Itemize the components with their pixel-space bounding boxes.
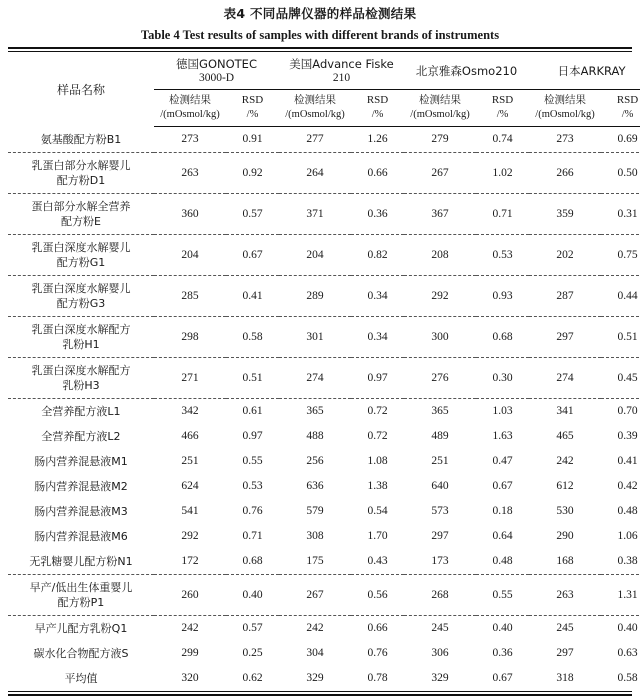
header-rsd-4 [601,90,640,127]
cell-result-value: 175 [279,549,351,575]
cell-sample-name [8,424,154,449]
brand-gonotec-line1: 德国GONOTEC [176,57,257,71]
cell-result-value: 276 [404,358,476,399]
header-result-label-4: 检测结果 [544,94,587,106]
cell-rsd-value: 0.41 [226,276,279,317]
header-rsd-label-1: RSD [241,94,264,106]
cell-sample-name [8,666,154,691]
cell-sample-name [8,358,154,399]
cell-result-value: 245 [556,622,574,634]
header-brand-arkray [529,52,640,90]
cell-rsd-value: 0.62 [242,672,263,684]
cell-rsd-value: 0.40 [492,622,513,634]
cell-rsd-value: 0.67 [492,480,513,492]
cell-rsd-value: 0.45 [601,358,640,399]
cell-rsd-value: 0.75 [601,235,640,276]
sample-name-line: 无乳糖婴儿配方粉N1 [29,555,133,568]
cell-result-value: 297 [431,530,449,542]
cell-result-value: 277 [279,127,351,153]
cell-result-value: 173 [404,549,476,575]
cell-rsd-value: 0.70 [617,405,638,417]
cell-rsd-value: 0.82 [351,235,404,276]
cell-result-value: 274 [529,358,601,399]
cell-result-value: 636 [306,480,324,492]
header-rsd-unit-1: /% [246,108,259,120]
header-rsd-3 [476,90,529,127]
cell-result-value: 292 [181,530,199,542]
sample-name-line: 早产/低出生体重婴儿 [29,581,133,594]
cell-rsd-value: 0.56 [351,575,404,616]
brand-arkray-line1: 日本ARKRAY [557,64,626,78]
header-result-unit-4: /(mOsmol/kg) [535,108,595,120]
sample-name-line: 乳蛋白深度水解配方 [31,323,131,336]
cell-result-value: 341 [556,405,574,417]
sample-name-line: 全营养配方液L2 [41,430,121,443]
brand-fiske-line1: 美国Advance Fiske [289,57,394,71]
table-row [8,317,640,358]
cell-result-value: 624 [181,480,199,492]
cell-result-value: 579 [306,505,324,517]
sample-name-line: 乳粉H1 [62,338,100,351]
cell-rsd-value: 0.97 [351,358,404,399]
cell-result-value: 367 [404,194,476,235]
cell-rsd-value: 0.50 [601,153,640,194]
cell-rsd-value: 0.44 [601,276,640,317]
header-rsd-label-4: RSD [616,94,639,106]
table-top-rule-thick [8,47,632,49]
table-row [8,153,640,194]
cell-result-value: 242 [181,622,199,634]
header-rsd-label-3: RSD [491,94,514,106]
cell-result-value: 318 [556,672,574,684]
cell-rsd-value: 0.57 [242,622,263,634]
cell-result-value: 256 [306,455,324,467]
table-row [8,194,640,235]
cell-rsd-value: 0.48 [617,505,638,517]
cell-result-value: 329 [306,672,324,684]
cell-rsd-value: 0.42 [617,480,638,492]
cell-rsd-value: 1.31 [601,575,640,616]
cell-sample-name [8,549,154,575]
cell-rsd-value: 0.51 [226,358,279,399]
cell-result-value: 251 [431,455,449,467]
results-table [8,52,640,691]
header-rsd-1 [226,90,279,127]
cell-sample-name [8,399,154,425]
table-row [8,399,640,425]
brand-gonotec-line2: 3000-D [198,72,235,84]
cell-result-value: 260 [154,575,226,616]
cell-sample-name [8,575,154,616]
table-row [8,666,640,691]
cell-result-value: 297 [556,647,574,659]
cell-rsd-value: 0.51 [601,317,640,358]
cell-rsd-value: 0.72 [367,405,388,417]
table-row [8,616,640,642]
sample-name-line: 乳蛋白深度水解婴儿 [31,241,131,254]
cell-rsd-value: 0.92 [226,153,279,194]
sample-name-line: 肠内营养混悬液M6 [34,530,128,543]
sample-name-line: 配方粉G3 [56,297,106,310]
sample-name-line: 配方粉D1 [56,174,106,187]
sample-name-line: 早产儿配方乳粉Q1 [34,622,128,635]
cell-result-value: 612 [556,480,574,492]
cell-result-value: 245 [431,622,449,634]
cell-result-value: 273 [154,127,226,153]
cell-sample-name [8,499,154,524]
cell-result-value: 273 [529,127,601,153]
cell-rsd-value: 1.26 [351,127,404,153]
cell-result-value: 301 [279,317,351,358]
cell-result-value: 242 [306,622,324,634]
cell-result-value: 300 [404,317,476,358]
cell-rsd-value: 0.30 [476,358,529,399]
cell-rsd-value: 0.68 [476,317,529,358]
cell-rsd-value: 0.53 [476,235,529,276]
cell-rsd-value: 0.34 [351,276,404,317]
cell-result-value: 267 [279,575,351,616]
cell-result-value: 251 [181,455,199,467]
cell-rsd-value: 0.72 [367,430,388,442]
cell-result-value: 285 [154,276,226,317]
cell-result-value: 299 [181,647,199,659]
cell-rsd-value: 0.71 [242,530,263,542]
cell-rsd-value: 0.53 [242,480,263,492]
cell-result-value: 530 [556,505,574,517]
sample-name-line: 肠内营养混悬液M3 [34,505,128,518]
table-row [8,524,640,549]
table-bottom-rule-thin [8,691,632,692]
table-caption-english: Table 4 Test results of samples with different brands of instruments [140,28,500,42]
header-brand-osmo210 [404,52,529,90]
header-result-label-2: 检测结果 [294,94,337,106]
header-rsd-2 [351,90,404,127]
cell-rsd-value: 0.34 [351,317,404,358]
cell-result-value: 266 [529,153,601,194]
cell-rsd-value: 1.08 [367,455,388,467]
header-result-2 [279,90,351,127]
table-row [8,235,640,276]
cell-rsd-value: 0.69 [601,127,640,153]
cell-rsd-value: 0.36 [492,647,513,659]
cell-result-value: 488 [306,430,324,442]
cell-result-value: 172 [154,549,226,575]
cell-rsd-value: 0.54 [367,505,388,517]
cell-rsd-value: 0.48 [476,549,529,575]
cell-result-value: 365 [306,405,324,417]
table-header [8,52,640,127]
header-result-unit-2: /(mOsmol/kg) [285,108,345,120]
sample-name-line: 碳水化合物配方液S [33,647,129,660]
cell-rsd-value: 0.78 [367,672,388,684]
header-result-3 [404,90,476,127]
cell-result-value: 371 [279,194,351,235]
cell-result-value: 573 [431,505,449,517]
sample-name-line: 氨基酸配方粉B1 [40,132,122,146]
cell-result-value: 274 [279,358,351,399]
cell-rsd-value: 0.41 [617,455,638,467]
cell-rsd-value: 0.67 [226,235,279,276]
cell-result-value: 465 [556,430,574,442]
header-rsd-unit-2: /% [371,108,384,120]
brand-fiske-line2: 210 [332,72,351,84]
cell-rsd-value: 0.55 [476,575,529,616]
cell-rsd-value: 0.61 [242,405,263,417]
cell-result-value: 640 [431,480,449,492]
cell-result-value: 263 [529,575,601,616]
header-rsd-label-2: RSD [366,94,389,106]
cell-result-value: 268 [404,575,476,616]
cell-rsd-value: 0.39 [617,430,638,442]
cell-sample-name [8,153,154,194]
cell-result-value: 360 [154,194,226,235]
cell-sample-name [8,474,154,499]
sample-name-line: 乳蛋白部分水解婴儿 [31,159,131,172]
cell-result-value: 263 [154,153,226,194]
cell-rsd-value: 1.38 [367,480,388,492]
cell-result-value: 342 [181,405,199,417]
cell-rsd-value: 1.03 [492,405,513,417]
header-result-label-1: 检测结果 [169,94,211,106]
cell-rsd-value: 0.68 [226,549,279,575]
header-brand-row [8,52,640,90]
cell-result-value: 271 [154,358,226,399]
cell-result-value: 297 [529,317,601,358]
header-result-unit-3: /(mOsmol/kg) [410,108,470,120]
cell-rsd-value: 0.38 [601,549,640,575]
sample-name-line: 配方粉G1 [56,256,106,269]
cell-result-value: 320 [181,672,199,684]
cell-rsd-value: 0.74 [476,127,529,153]
cell-result-value: 298 [154,317,226,358]
sample-name-line: 配方粉P1 [57,596,105,609]
header-result-unit-1: /(mOsmol/kg) [160,108,220,120]
cell-result-value: 365 [431,405,449,417]
cell-rsd-value: 0.66 [367,622,388,634]
cell-rsd-value: 0.36 [351,194,404,235]
cell-rsd-value: 0.91 [226,127,279,153]
cell-result-value: 289 [279,276,351,317]
cell-rsd-value: 0.40 [226,575,279,616]
table-body [8,127,640,692]
cell-result-value: 329 [431,672,449,684]
cell-rsd-value: 0.66 [351,153,404,194]
cell-rsd-value: 0.97 [242,430,263,442]
cell-rsd-value: 0.76 [242,505,263,517]
sample-name-line: 全营养配方液L1 [41,405,121,418]
header-rsd-unit-3: /% [496,108,509,120]
table-row [8,549,640,575]
sample-name-line: 乳粉H3 [62,379,100,392]
brand-osmo210-line1: 北京雅森Osmo210 [415,64,518,78]
sample-name-line: 配方粉E [61,215,101,228]
cell-result-value: 466 [181,430,199,442]
sample-name-line: 肠内营养混悬液M1 [34,455,128,468]
cell-rsd-value: 0.47 [492,455,513,467]
table-row [8,358,640,399]
cell-rsd-value: 0.43 [351,549,404,575]
table-row [8,127,640,153]
cell-result-value: 279 [404,127,476,153]
table-row [8,449,640,474]
cell-rsd-value: 1.06 [617,530,638,542]
sample-name-line: 肠内营养混悬液M2 [34,480,128,493]
cell-rsd-value: 0.31 [601,194,640,235]
cell-result-value: 304 [306,647,324,659]
cell-result-value: 202 [529,235,601,276]
cell-result-value: 267 [404,153,476,194]
table-row [8,474,640,499]
cell-rsd-value: 1.02 [476,153,529,194]
cell-rsd-value: 1.63 [492,430,513,442]
header-brand-gonotec [154,52,279,90]
cell-result-value: 242 [556,455,574,467]
header-result-1 [154,90,226,127]
header-rsd-unit-4: /% [621,108,634,120]
cell-result-value: 541 [181,505,199,517]
cell-rsd-value: 0.67 [492,672,513,684]
table-row [8,424,640,449]
cell-rsd-value: 1.70 [367,530,388,542]
table-caption-chinese: 表4 不同品牌仪器的样品检测结果 [223,6,417,21]
table-row [8,499,640,524]
cell-rsd-value: 0.76 [367,647,388,659]
cell-result-value: 290 [556,530,574,542]
header-result-label-3: 检测结果 [419,94,462,106]
cell-result-value: 208 [404,235,476,276]
cell-result-value: 308 [306,530,324,542]
cell-rsd-value: 0.40 [617,622,638,634]
cell-result-value: 168 [529,549,601,575]
cell-sample-name [8,276,154,317]
cell-sample-name [8,194,154,235]
cell-rsd-value: 0.18 [492,505,513,517]
table-row [8,276,640,317]
table-row [8,575,640,616]
cell-result-value: 359 [529,194,601,235]
cell-rsd-value: 0.25 [242,647,263,659]
cell-rsd-value: 0.57 [226,194,279,235]
sample-name-line: 乳蛋白深度水解配方 [31,364,131,377]
cell-result-value: 489 [431,430,449,442]
cell-rsd-value: 0.71 [476,194,529,235]
cell-result-value: 306 [431,647,449,659]
cell-rsd-value: 0.58 [226,317,279,358]
cell-result-value: 264 [279,153,351,194]
sample-name-line: 蛋白部分水解全营养 [31,200,131,213]
cell-rsd-value: 0.64 [492,530,513,542]
cell-sample-name [8,235,154,276]
sample-name-line: 乳蛋白深度水解婴儿 [31,282,131,295]
cell-sample-name [8,449,154,474]
header-brand-advance-fiske [279,52,404,90]
cell-rsd-value: 0.63 [617,647,638,659]
cell-sample-name [8,524,154,549]
cell-sample-name [8,317,154,358]
cell-rsd-value: 0.93 [476,276,529,317]
cell-result-value: 287 [529,276,601,317]
cell-result-value: 204 [279,235,351,276]
header-result-4 [529,90,601,127]
sample-name-line: 平均值 [64,672,98,685]
cell-result-value: 204 [154,235,226,276]
cell-result-value: 292 [404,276,476,317]
cell-sample-name [8,616,154,642]
cell-rsd-value: 0.55 [242,455,263,467]
header-sample-name: 样品名称 [56,82,105,97]
cell-rsd-value: 0.58 [617,672,638,684]
cell-sample-name [8,127,154,153]
